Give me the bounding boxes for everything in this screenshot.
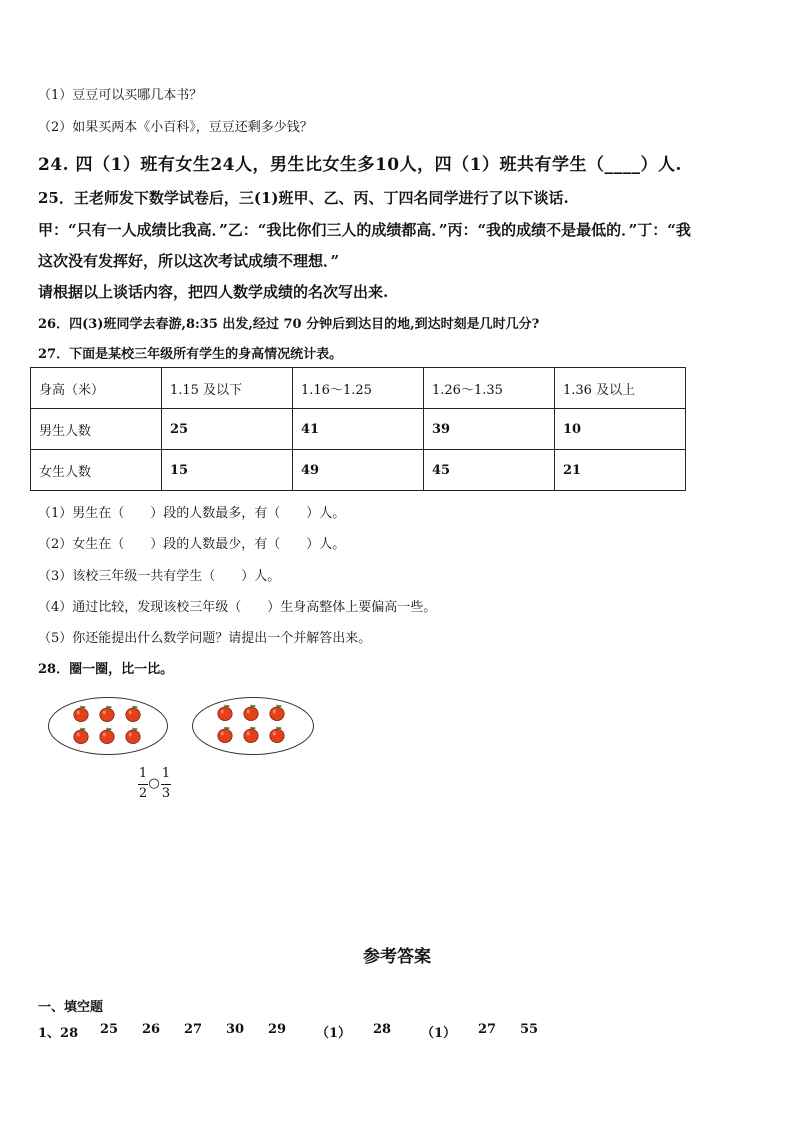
- table-cell: 1.16～1.25: [293, 368, 424, 409]
- answer-item: 25: [100, 1022, 119, 1037]
- fraction-right-bar: [161, 784, 171, 785]
- height-stats-table: [30, 367, 686, 491]
- table-header-row: [31, 368, 686, 409]
- q26: 26．四(3)班同学去春游,8:35 出发,经过 70 分钟后到达目的地,到达时刻是几时几分?: [38, 317, 540, 332]
- answer-item: 26: [142, 1022, 161, 1037]
- q25-instruction: 请根据以上谈话内容，把四人数学成绩的名次写出来.: [38, 283, 389, 301]
- table-row: [31, 409, 686, 450]
- answer-item: 27: [184, 1022, 203, 1037]
- q27: 27．下面是某校三年级所有学生的身高情况统计表。: [38, 347, 343, 362]
- q27-part4: （4）通过比较，发现该校三年级（ ）生身高整体上要偏高一些。: [38, 600, 437, 615]
- fraction-left-bar: [138, 784, 148, 785]
- fraction-left-denominator: 2: [138, 786, 148, 801]
- q27-part1: （1）男生在（ ）段的人数最多，有（ ）人。: [38, 506, 346, 521]
- q23-part2: （2）如果买两本《小百科》，豆豆还剩多少钱？: [38, 120, 313, 135]
- q23-part1: （1）豆豆可以买哪几本书？: [38, 88, 203, 103]
- apple-icon: [268, 703, 286, 721]
- table-cell: 男生人数: [31, 409, 162, 450]
- answer-item: 29: [268, 1022, 287, 1037]
- fraction-right-denominator: 3: [161, 786, 171, 801]
- fraction-left-numerator: 1: [138, 766, 148, 781]
- table-cell: 41: [293, 409, 424, 450]
- answer-title: 参考答案: [363, 947, 431, 967]
- answer-item: 30: [226, 1022, 245, 1037]
- apple-icon: [72, 704, 90, 722]
- table-cell: 10: [555, 409, 686, 450]
- q28: 28．圈一圈，比一比。: [38, 662, 174, 677]
- apple-icon: [242, 703, 260, 721]
- q27-part3: （3）该校三年级一共有学生（ ）人。: [38, 569, 281, 584]
- q25-dialogue-1: 甲：“只有一人成绩比我高．”乙：“我比你们三人的成绩都高．”丙：“我的成绩不是最低的．”丁：“我: [38, 221, 691, 239]
- q27-part5: （5）你还能提出什么数学问题？请提出一个并解答出来。: [38, 631, 372, 646]
- apple-icon: [216, 725, 234, 743]
- table-row: [31, 450, 686, 491]
- apple-icon: [268, 725, 286, 743]
- q25-intro: 25．王老师发下数学试卷后，三(1)班甲、乙、丙、丁四名同学进行了以下谈话.: [38, 189, 569, 207]
- apple-icon: [98, 726, 116, 744]
- answer-item: 28: [373, 1022, 392, 1037]
- compare-circle[interactable]: ○: [148, 776, 160, 791]
- q24: 24. 四（1）班有女生24人，男生比女生多10人，四（1）班共有学生（____）人.: [38, 155, 682, 175]
- table-cell: 45: [424, 450, 555, 491]
- table-cell: 39: [424, 409, 555, 450]
- apple-icon: [216, 703, 234, 721]
- table-cell: 身高（米）: [31, 368, 162, 409]
- answer-item: 27: [478, 1022, 497, 1037]
- apple-icon: [98, 704, 116, 722]
- q25-dialogue-2: 这次没有发挥好，所以这次考试成绩不理想．”: [38, 252, 340, 270]
- apple-icon: [242, 725, 260, 743]
- fraction-right-numerator: 1: [161, 766, 171, 781]
- apple-icon: [72, 726, 90, 744]
- table-cell: 1.15 及以下: [162, 368, 293, 409]
- apple-icon: [124, 726, 142, 744]
- q27-part2: （2）女生在（ ）段的人数最少，有（ ）人。: [38, 537, 346, 552]
- table-cell: 女生人数: [31, 450, 162, 491]
- table-cell: 15: [162, 450, 293, 491]
- answer-section: 一、填空题: [38, 1000, 104, 1015]
- answer-item: 1、28: [38, 1026, 79, 1041]
- answer-item: （1）: [421, 1026, 457, 1041]
- answer-item: 55: [520, 1022, 539, 1037]
- table-cell: 1.26～1.35: [424, 368, 555, 409]
- table-cell: 1.36 及以上: [555, 368, 686, 409]
- answer-item: （1）: [316, 1026, 352, 1041]
- table-cell: 49: [293, 450, 424, 491]
- table-cell: 21: [555, 450, 686, 491]
- table-cell: 25: [162, 409, 293, 450]
- apple-icon: [124, 704, 142, 722]
